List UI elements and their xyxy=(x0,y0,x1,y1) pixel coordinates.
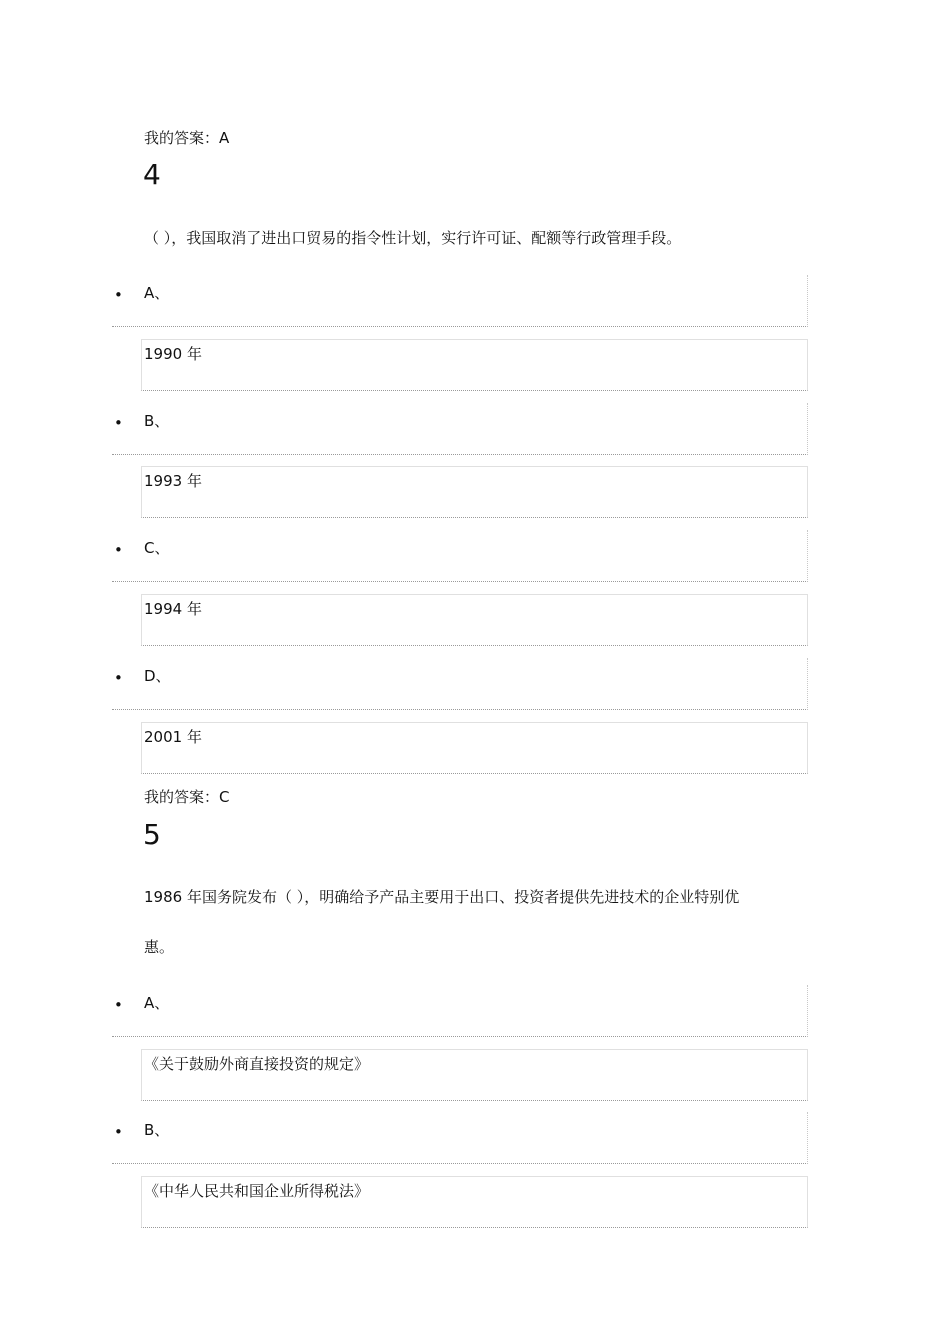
my-answer: 我的答案：C xyxy=(144,788,230,806)
option-d[interactable] xyxy=(112,658,808,710)
option-a-text[interactable] xyxy=(141,1049,808,1101)
option-letter: B、 xyxy=(144,1121,170,1139)
option-letter: D、 xyxy=(144,667,171,685)
option-letter: C、 xyxy=(144,539,170,557)
option-letter: A、 xyxy=(144,994,170,1012)
question-stem: （ ），我国取消了进出口贸易的指令性计划，实行许可证、配额等行政管理手段。 xyxy=(144,229,682,247)
option-c-text[interactable] xyxy=(141,594,808,646)
my-answer-prev: 我的答案：A xyxy=(144,129,230,147)
question-number: 4 xyxy=(143,158,161,191)
option-text: 1994 年 xyxy=(144,600,202,618)
question-number: 5 xyxy=(143,818,161,851)
option-d-text[interactable] xyxy=(141,722,808,774)
option-b[interactable] xyxy=(112,403,808,455)
option-b[interactable] xyxy=(112,1112,808,1164)
bullet-icon: • xyxy=(114,669,123,687)
option-letter: B、 xyxy=(144,412,170,430)
option-a[interactable] xyxy=(112,985,808,1037)
option-letter: A、 xyxy=(144,284,170,302)
bullet-icon: • xyxy=(114,414,123,432)
option-text: 《关于鼓励外商直接投资的规定》 xyxy=(144,1055,370,1073)
option-text: 2001 年 xyxy=(144,728,202,746)
bullet-icon: • xyxy=(114,996,123,1014)
option-b-text[interactable] xyxy=(141,466,808,518)
bullet-icon: • xyxy=(114,541,123,559)
option-a[interactable] xyxy=(112,275,808,327)
option-c[interactable] xyxy=(112,530,808,582)
bullet-icon: • xyxy=(114,286,123,304)
question-stem-line-2: 惠。 xyxy=(144,938,175,956)
option-text: 《中华人民共和国企业所得税法》 xyxy=(144,1182,370,1200)
option-text: 1993 年 xyxy=(144,472,202,490)
option-text: 1990 年 xyxy=(144,345,202,363)
option-b-text[interactable] xyxy=(141,1176,808,1228)
option-a-text[interactable] xyxy=(141,339,808,391)
bullet-icon: • xyxy=(114,1123,123,1141)
question-stem-line-1: 1986 年国务院发布（ ），明确给予产品主要用于出口、投资者提供先进技术的企业特别优 xyxy=(144,888,740,906)
